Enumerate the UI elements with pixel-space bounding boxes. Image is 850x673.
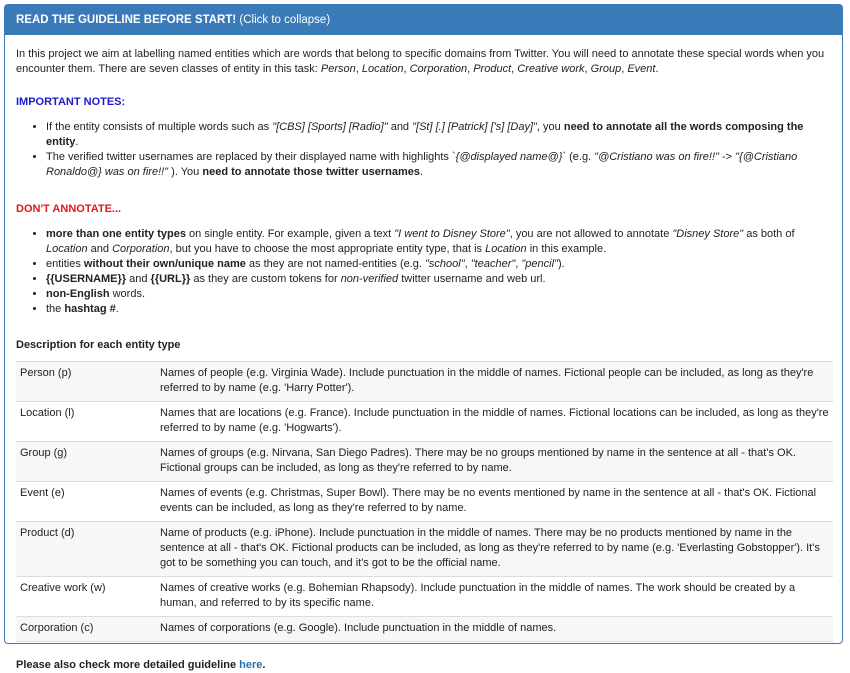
important-notes-title: IMPORTANT NOTES: xyxy=(16,96,126,108)
example: "Disney Store" xyxy=(672,228,744,240)
text: words. xyxy=(109,288,146,300)
text: , xyxy=(464,258,471,270)
example: Corporation xyxy=(112,243,170,255)
list-item xyxy=(46,150,831,180)
entity-desc-cell: Name of products (e.g. iPhone). Include punctuation in the middle of names. There may be no products mentioned by name in the sentence at all - that's OK. Fictional products can be included, as long as they're referred to by name (e.g. 'Everlasting Gobstopper'). It's got to be something you can touch, and it's got to be the official name. xyxy=(156,522,833,577)
entity-type-cell: Creative work (w) xyxy=(16,577,156,617)
example: "[CBS] [Sports] [Radio]" xyxy=(272,121,388,133)
table-row xyxy=(16,522,833,577)
table-row xyxy=(16,617,833,642)
example: "teacher" xyxy=(470,258,516,270)
intro-end: . xyxy=(655,63,659,75)
list-item xyxy=(46,227,831,257)
table-row xyxy=(16,402,833,442)
text: and xyxy=(126,273,151,285)
example: "{@Cristiano Ronaldo@} was on fire!!" xyxy=(46,151,798,178)
class-location: Location xyxy=(361,63,404,75)
example: non-verified xyxy=(340,273,399,285)
entity-type-cell: Product (d) xyxy=(16,522,156,577)
example: "pencil" xyxy=(521,258,558,270)
entity-type-cell: Location (l) xyxy=(16,402,156,442)
text: in this example. xyxy=(526,243,607,255)
example: "I went to Disney Store" xyxy=(394,228,510,240)
list-item xyxy=(46,272,831,287)
text: ). You xyxy=(168,166,203,178)
footer-end: . xyxy=(262,659,266,671)
example: "@Cristiano was on fire!!" xyxy=(594,151,719,163)
entity-type-cell: Group (g) xyxy=(16,442,156,482)
text: . xyxy=(115,303,119,315)
text: The verified twitter usernames are replaced by their displayed name with highlights xyxy=(46,151,452,163)
sep: , xyxy=(511,63,518,75)
emphasis: without their own/unique name xyxy=(83,258,246,270)
collapse-header[interactable] xyxy=(5,5,842,35)
text: the xyxy=(46,303,65,315)
text: as both of xyxy=(743,228,795,240)
class-group: Group xyxy=(590,63,622,75)
guideline-body xyxy=(5,35,842,673)
entity-desc-cell: Names that are locations (e.g. France). Include punctuation in the middle of names. Fictional locations can be included, as long as they're referred to by name (e.g. 'Hogwarts'). xyxy=(156,402,833,442)
entity-desc-cell: Names of events (e.g. Christmas, Super Bowl). There may be no events mentioned by name in the sentence at all - that's OK. Fictional events can be included, as long as they're referred to by name. xyxy=(156,482,833,522)
example: "[St] [.] [Patrick] ['s] [Day]" xyxy=(412,121,537,133)
emphasis: {{URL}} xyxy=(150,273,191,285)
table-row xyxy=(16,442,833,482)
class-product: Product xyxy=(473,63,512,75)
table-row xyxy=(16,362,833,402)
dont-annotate-title: DON'T ANNOTATE... xyxy=(16,203,122,215)
example: "school" xyxy=(425,258,465,270)
text: -> xyxy=(718,151,736,163)
text: , xyxy=(515,258,522,270)
guideline-footer xyxy=(16,658,831,673)
important-notes-list xyxy=(16,120,831,180)
dont-annotate-list xyxy=(16,227,831,317)
emphasis: need to annotate those twitter usernames xyxy=(202,166,420,178)
class-creative-work: Creative work xyxy=(517,63,585,75)
collapse-hint: (Click to collapse) xyxy=(236,14,331,26)
text: and xyxy=(387,121,413,133)
text: ). xyxy=(557,258,565,270)
list-item xyxy=(46,120,831,150)
entity-desc-cell: Names of people (e.g. Virginia Wade). Include punctuation in the middle of names. Fictional people can be included, as long as they're referred to by name (e.g. 'Harry Potter'). xyxy=(156,362,833,402)
header-title: READ THE GUIDELINE BEFORE START! xyxy=(16,14,237,26)
guideline-panel xyxy=(4,4,843,671)
guideline-link[interactable]: here xyxy=(239,659,263,671)
entity-desc-cell: Names of creative works (e.g. Bohemian Rhapsody). Include punctuation in the middle of names. The work should be created by a human, and referred to by its specific name. xyxy=(156,577,833,617)
emphasis: hashtag # xyxy=(64,303,116,315)
text: . xyxy=(419,166,424,178)
text: as they are not named-entities (e.g. xyxy=(245,258,426,270)
sep: , xyxy=(355,63,362,75)
footer-text: Please also check more detailed guideline xyxy=(16,659,240,671)
class-person: Person xyxy=(320,63,356,75)
example: Location xyxy=(485,243,527,255)
entity-type-cell: Corporation (c) xyxy=(16,617,156,642)
description-title: Description for each entity type xyxy=(16,339,181,351)
sep: , xyxy=(403,63,410,75)
entity-type-cell: Event (e) xyxy=(16,482,156,522)
list-item xyxy=(46,257,831,272)
text: , but you have to choose the most appropriate entity type, that is xyxy=(169,243,486,255)
text: If the entity consists of multiple words such as xyxy=(46,121,273,133)
sep: , xyxy=(621,63,628,75)
intro-paragraph xyxy=(16,47,831,77)
text: as they are custom tokens for xyxy=(190,273,341,285)
entity-desc-cell: Names of groups (e.g. Nirvana, San Diego Padres). There may be no groups mentioned by name in the sentence at all - that's OK. Fictional groups can be included, as long as they're referred to by name. xyxy=(156,442,833,482)
emphasis: {{USERNAME}} xyxy=(46,273,127,285)
text: on single entity. For example, given a text xyxy=(185,228,395,240)
sep: , xyxy=(584,63,591,75)
list-item xyxy=(46,302,831,317)
example: `{@displayed name@}` xyxy=(451,151,567,163)
text: and xyxy=(87,243,113,255)
class-corporation: Corporation xyxy=(409,63,468,75)
text: twitter username and web url. xyxy=(398,273,546,285)
intro-text: In this project we aim at labelling named entities which are words that belong to specific domains from Twitter. You will need to annotate these special words when you encounter them. There are seven classes of entity in this task: xyxy=(16,48,825,75)
class-event: Event xyxy=(627,63,656,75)
entity-desc-cell: Names of corporations (e.g. Google). Include punctuation in the middle of names. xyxy=(156,617,833,642)
emphasis: more than one entity types xyxy=(46,228,186,240)
text: , you are not allowed to annotate xyxy=(509,228,673,240)
entity-type-table xyxy=(16,361,833,642)
example: Location xyxy=(46,243,88,255)
table-row xyxy=(16,482,833,522)
sep: , xyxy=(467,63,474,75)
text: , you xyxy=(536,121,564,133)
entity-type-cell: Person (p) xyxy=(16,362,156,402)
list-item xyxy=(46,287,831,302)
text: (e.g. xyxy=(566,151,595,163)
text: . xyxy=(75,136,79,148)
emphasis: non-English xyxy=(46,288,110,300)
emphasis: need to annotate all the words composing the entity xyxy=(46,121,804,148)
text: entities xyxy=(46,258,84,270)
table-row xyxy=(16,577,833,617)
